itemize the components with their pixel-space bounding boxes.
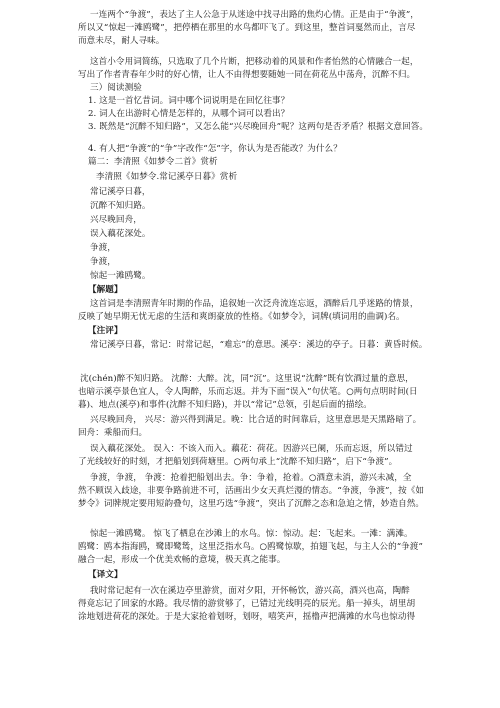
paragraph-line: 误入藕花深处。 误入：不该入而入。藕花：荷花。因游兴已阑，乐而忘返，所以错过 — [90, 444, 413, 454]
section-heading: 三）阅读测验 — [90, 83, 142, 93]
poem-line: 惊起一滩鸥鹭。 — [90, 271, 151, 281]
poem-line: 争渡， — [90, 243, 116, 253]
question-item: 4. 有人把“争渡”的“争”字改作“怎”字，你认为是否能改？为什么？ — [88, 144, 342, 154]
question-item: 1. 这是一首忆昔词。词中哪个词说明是在回忆往事？ — [88, 96, 290, 106]
paragraph-line: 得竟忘记了回家的水路。我尽情的游赏够了，已错过光线明亮的辰光。船一掉头，胡里胡 — [78, 599, 416, 609]
section-heading: 【译文】 — [88, 570, 123, 580]
paragraph-line: 惊起一滩鸥鹭。 惊飞了栖息在沙滩上的水鸟。惊：惊动。起：飞起来。一滩：满滩。 — [90, 529, 413, 539]
paragraph-line: 争渡，争渡， 争渡：抢着把船划出去。争：争着，抢着。○酒意未消，游兴未减，全 — [90, 473, 412, 483]
article-title: 篇二：李清照《如梦令二首》赏析 — [88, 157, 218, 167]
paragraph-line: 常记溪亭日暮，常记：时常记起，“难忘”的意思。溪亭：溪边的亭子。日暮：黄昏时候。 — [90, 340, 428, 350]
question-item: 3. 既然是“沉醉不知归路”，又怎么能“兴尽晚回舟”呢？这两句是否矛盾？根据文意回答。 — [88, 122, 429, 132]
paragraph-line: 而意未尽，耐人寻味。 — [78, 36, 165, 46]
paragraph-line: 梦令》词牌规定要用短韵叠句，这里巧选“争渡”，突出了沉醉之态和急迫之情，妙造自然。 — [78, 499, 424, 509]
paragraph-line: 反映了她早期无忧无虑的生活和爽朗豪放的性格。《如梦令》，词牌(填词用的曲调)名。 — [78, 312, 405, 322]
paragraph-line: 写出了作者青春年少时的好心情，让人不由得想要随她一同在荷花丛中荡舟，沉醉不归。 — [78, 70, 416, 80]
poem-title: 李清照《如梦令.常记溪亭日暮》赏析 — [96, 172, 238, 182]
paragraph-line: 融合一起，形成一个优美欢畅的意境，极天真之能事。 — [78, 555, 286, 565]
paragraph-line: 回舟：乘船而归。 — [78, 428, 148, 438]
paragraph-line: 我时常记起有一次在溪边亭里游赏，面对夕阳，开怀畅饮，游兴高，酒兴也高，陶醉 — [90, 586, 410, 596]
poem-line: 误入藕花深处。 — [90, 229, 151, 239]
paragraph-line: 兴尽晚回舟， 兴尽：游兴得到满足。晚：比合适的时间靠后，这里意思是天黑路暗了。 — [90, 415, 422, 425]
section-heading: 【注评】 — [88, 326, 123, 336]
poem-line: 沉醉不知归路。 — [90, 201, 151, 211]
paragraph-line: 这首小令用词简练，只选取了几个片断，把移动着的风景和作者怡然的心情融合一起， — [90, 57, 419, 67]
paragraph-line: 所以又“惊起一滩鸥鹭”，把停栖在那里的水鸟都吓飞了。到这里，整首词戛然而止，言尽 — [78, 23, 416, 33]
paragraph-line: 了光线较好的时刻，才把船划到荷塘里。○两句承上“沈醉不知归路”，启下“争渡”。 — [78, 457, 398, 467]
paragraph-line: 也暗示溪亭景色宜人，令人陶醉，乐而忘返。并为下面“误入”句伏笔。○两句点明时间(日 — [78, 387, 418, 397]
poem-line: 争渡， — [90, 257, 116, 267]
paragraph-line: 这首词是李清照青年时期的作品，追叙她一次泛舟流连忘返，酒醉后几乎迷路的情景， — [90, 299, 419, 309]
paragraph-line: 一连两个“争渡”，表达了主人公急于从迷途中找寻出路的焦灼心情。正是由于“争渡”， — [90, 10, 419, 20]
paragraph-line: 鸥鹭：鸥本指海鸥，鹭即鹭鸶，这里泛指水鸟。○鸥鹭惊歇，拍翅飞起，与主人公的“争渡” — [78, 542, 423, 552]
paragraph-line: 然不顾误入歧途，非要争路前进不可，活画出少女天真烂漫的情态。“争渡，争渡”，按《如 — [78, 486, 424, 496]
question-item: 2. 词人在出游时心情是怎样的，从哪个词可以看出？ — [88, 109, 290, 119]
paragraph-line: 暮)、地点(溪亭)和事件(沈醉不知归路)，并以“常记”总领，引起后面的描绘。 — [78, 400, 372, 410]
section-heading: 【解题】 — [88, 285, 123, 295]
poem-line: 常记溪亭日暮， — [90, 187, 151, 197]
paragraph-line: 沈(chén)醉不知归路。 沈醉：大醉。沈，同“沉”。这里说“沈醉”既有饮酒过量的意思， — [80, 374, 414, 384]
poem-line: 兴尽晚回舟， — [90, 215, 142, 225]
paragraph-line: 涂地划进荷花的深处。于是大家抢着划呀，划呀，嘻笑声，摇橹声把满滩的水鸟也惊动得 — [78, 612, 416, 622]
